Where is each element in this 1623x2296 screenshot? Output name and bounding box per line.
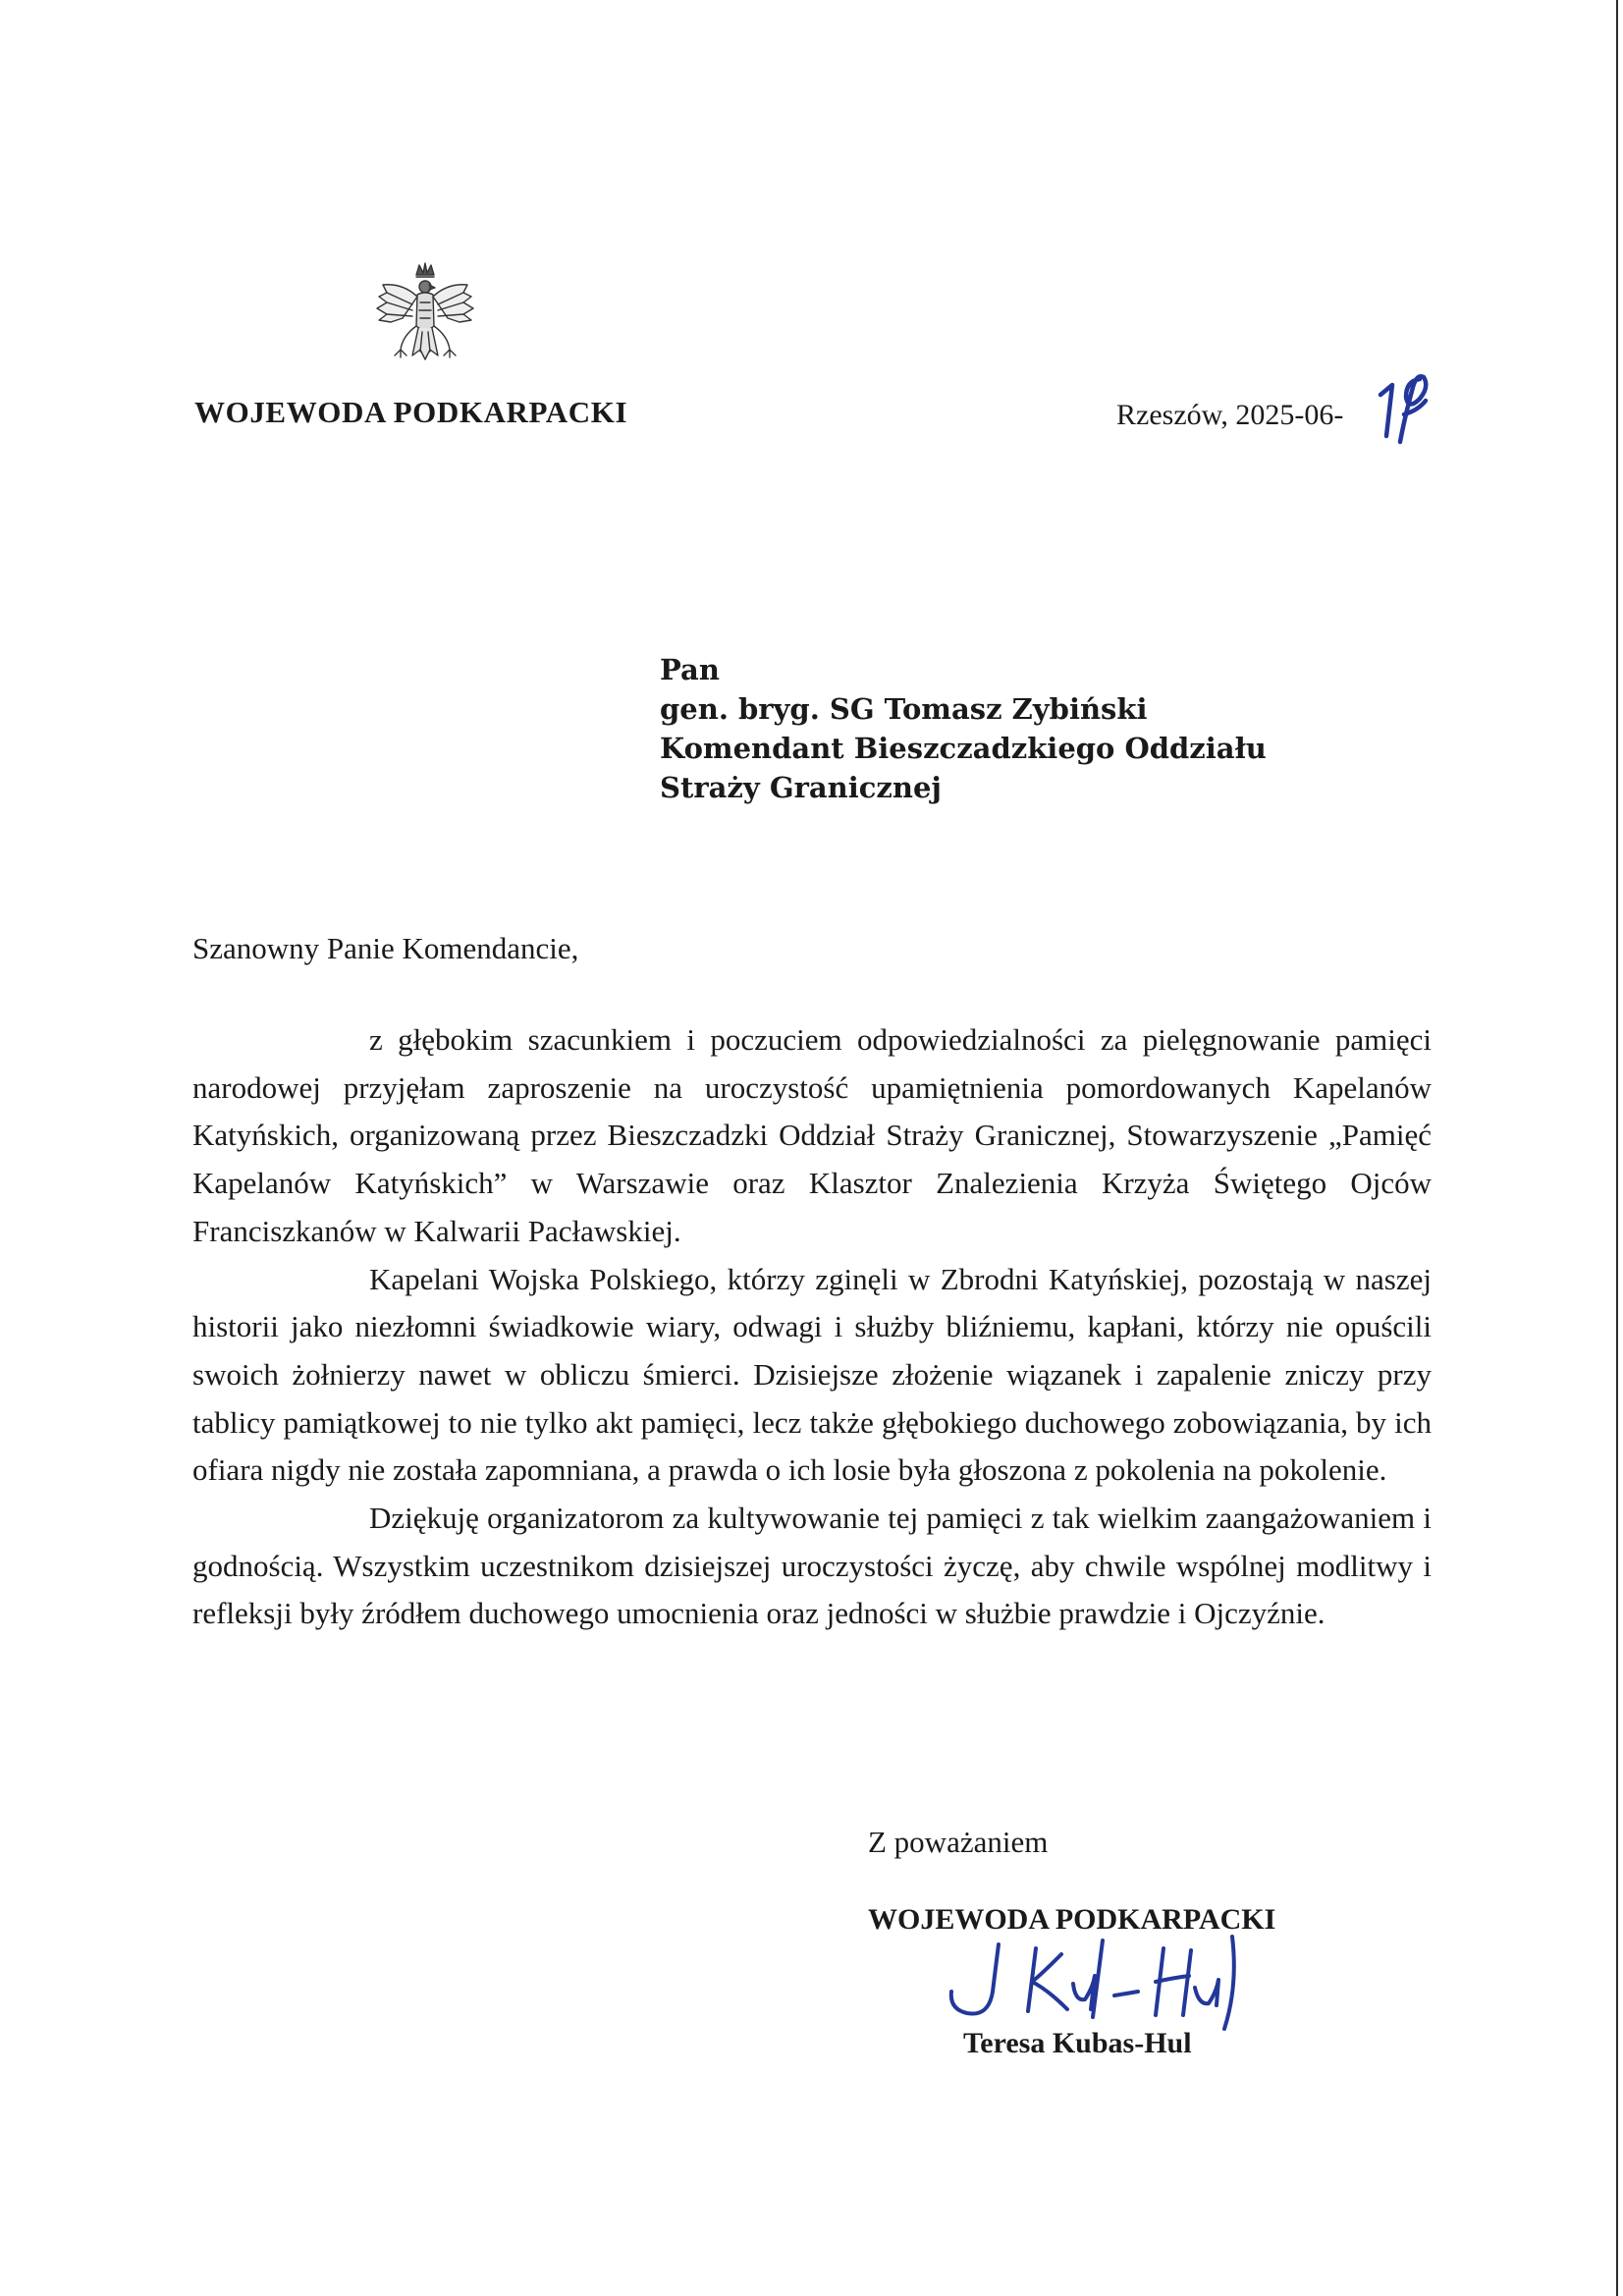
handwritten-date-day <box>1375 371 1435 448</box>
letter-salutation: Szanowny Panie Komendancie, <box>192 931 579 965</box>
recipient-position: Komendant Bieszczadzkiego Oddziału <box>660 732 1267 765</box>
handwritten-signature-icon <box>938 1927 1262 2035</box>
recipient-name: gen. bryg. SG Tomasz Zybiński <box>660 692 1148 726</box>
letter-date: Rzeszów, 2025-06- <box>1116 399 1344 431</box>
body-paragraph-2: Kapelani Wojska Polskiego, którzy zginęli w Zbrodni Katyńskiej, pozostają w naszej historii jako niezłomni świadkowie wiary, odwagi i służby bliźniemu, kapłani, którzy nie opuścili swoich żołnierzy nawet w obliczu śmierci. Dzisiejsze złożenie wiązanek i zapalenie zniczy przy tablicy pamiątkowej to nie tylko akt pamięci, lecz także głębokiego duchowego zobowiązania, by ich ofiara nigdy nie została zapomniana, a prawda o ich losie była głoszona z pokolenia na pokolenie. <box>192 1261 1432 1488</box>
recipient-block <box>660 650 1267 807</box>
recipient-organization: Straży Granicznej <box>660 771 942 804</box>
body-paragraph-1: z głębokim szacunkiem i poczuciem odpowiedzialności za pielęgnowanie pamięci narodowej przyjęłam zaproszenie na uroczystość upamiętnienia pomordowanych Kapelanów Katyńskich, organizowaną przez Bieszczadzki Oddział Straży Granicznej, Stowarzyszenie „Pamięć Kapelanów Katyńskich” w Warszawie oraz Klasztor Znalezienia Krzyża Świętego Ojców Franciszkanów w Kalwarii Pacławskiej. <box>192 1022 1432 1248</box>
white-eagle-emblem-icon <box>373 261 477 387</box>
closing-phrase: Z poważaniem <box>868 1825 1049 1859</box>
body-paragraph-3: Dziękuję organizatorom za kultywowanie tej pamięci z tak wielkim zaangażowaniem i godnością. Wszystkim uczestnikom dzisiejszej uroczystości życzę, aby chwile wspólnej modlitwy i refleksji były źródłem duchowego umocnienia oraz jedności w służbie prawdzie i Ojczyźnie. <box>192 1501 1432 1631</box>
letter-body <box>192 1016 1432 1638</box>
signer-name: Teresa Kubas-Hul <box>963 2027 1192 2059</box>
sender-title: WOJEWODA PODKARPACKI <box>194 395 628 429</box>
scan-edge-line <box>1616 0 1618 2296</box>
signer-title: WOJEWODA PODKARPACKI <box>868 1903 1276 1936</box>
recipient-salutation-word: Pan <box>660 653 720 686</box>
